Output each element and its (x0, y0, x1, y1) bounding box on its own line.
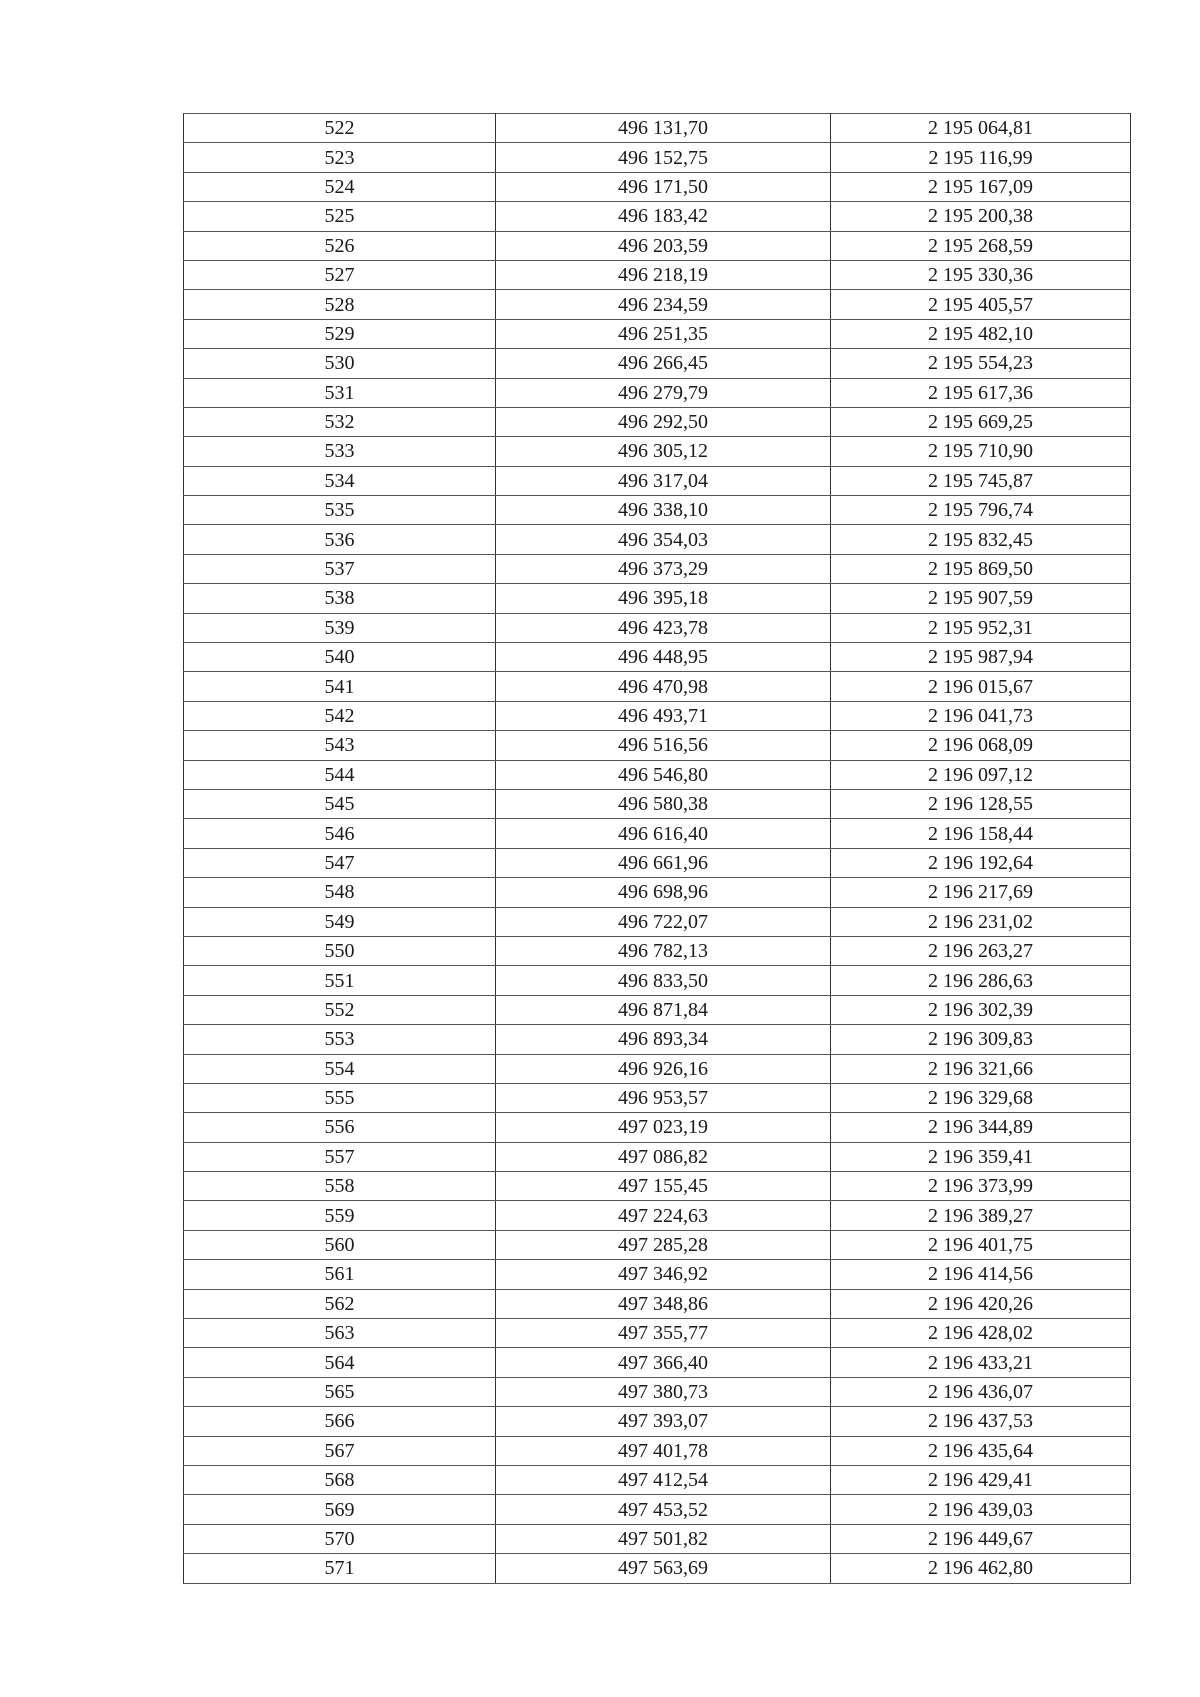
y-coordinate-cell: 2 196 436,07 (831, 1377, 1131, 1406)
point-number-cell: 553 (184, 1025, 496, 1054)
table-row (184, 1172, 1131, 1201)
x-coordinate-cell: 496 546,80 (496, 760, 831, 789)
x-coordinate-cell: 496 470,98 (496, 672, 831, 701)
point-number-cell: 533 (184, 437, 496, 466)
y-coordinate-cell: 2 195 617,36 (831, 378, 1131, 407)
y-coordinate-cell: 2 196 217,69 (831, 878, 1131, 907)
table-row (184, 613, 1131, 642)
table-row (184, 1465, 1131, 1494)
y-coordinate-cell: 2 196 389,27 (831, 1201, 1131, 1230)
table-row (184, 231, 1131, 260)
table-row (184, 966, 1131, 995)
y-coordinate-cell: 2 196 428,02 (831, 1319, 1131, 1348)
x-coordinate-cell: 496 131,70 (496, 114, 831, 143)
point-number-cell: 522 (184, 114, 496, 143)
table-row (184, 878, 1131, 907)
y-coordinate-cell: 2 196 433,21 (831, 1348, 1131, 1377)
table-row (184, 819, 1131, 848)
table-row (184, 1230, 1131, 1259)
point-number-cell: 529 (184, 319, 496, 348)
table-row (184, 1436, 1131, 1465)
point-number-cell: 561 (184, 1260, 496, 1289)
point-number-cell: 555 (184, 1083, 496, 1112)
y-coordinate-cell: 2 195 330,36 (831, 260, 1131, 289)
y-coordinate-cell: 2 196 435,64 (831, 1436, 1131, 1465)
x-coordinate-cell: 497 563,69 (496, 1554, 831, 1583)
table-row (184, 114, 1131, 143)
coordinates-table (183, 113, 1131, 1584)
x-coordinate-cell: 497 366,40 (496, 1348, 831, 1377)
x-coordinate-cell: 496 722,07 (496, 907, 831, 936)
point-number-cell: 571 (184, 1554, 496, 1583)
point-number-cell: 532 (184, 407, 496, 436)
point-number-cell: 569 (184, 1495, 496, 1524)
x-coordinate-cell: 496 266,45 (496, 349, 831, 378)
x-coordinate-cell: 496 580,38 (496, 789, 831, 818)
point-number-cell: 531 (184, 378, 496, 407)
table-row (184, 731, 1131, 760)
table-row (184, 437, 1131, 466)
x-coordinate-cell: 497 346,92 (496, 1260, 831, 1289)
x-coordinate-cell: 496 516,56 (496, 731, 831, 760)
y-coordinate-cell: 2 195 669,25 (831, 407, 1131, 436)
point-number-cell: 547 (184, 848, 496, 877)
table-row (184, 672, 1131, 701)
y-coordinate-cell: 2 196 158,44 (831, 819, 1131, 848)
point-number-cell: 527 (184, 260, 496, 289)
table-row (184, 584, 1131, 613)
table-row (184, 1289, 1131, 1318)
y-coordinate-cell: 2 196 302,39 (831, 995, 1131, 1024)
table-row (184, 349, 1131, 378)
point-number-cell: 541 (184, 672, 496, 701)
table-row (184, 643, 1131, 672)
x-coordinate-cell: 496 395,18 (496, 584, 831, 613)
table-row (184, 525, 1131, 554)
point-number-cell: 535 (184, 496, 496, 525)
point-number-cell: 562 (184, 1289, 496, 1318)
y-coordinate-cell: 2 195 952,31 (831, 613, 1131, 642)
table-row (184, 260, 1131, 289)
y-coordinate-cell: 2 196 329,68 (831, 1083, 1131, 1112)
x-coordinate-cell: 496 203,59 (496, 231, 831, 260)
point-number-cell: 559 (184, 1201, 496, 1230)
point-number-cell: 536 (184, 525, 496, 554)
table-row (184, 378, 1131, 407)
y-coordinate-cell: 2 196 015,67 (831, 672, 1131, 701)
point-number-cell: 568 (184, 1465, 496, 1494)
x-coordinate-cell: 496 423,78 (496, 613, 831, 642)
table-row (184, 848, 1131, 877)
x-coordinate-cell: 496 152,75 (496, 143, 831, 172)
y-coordinate-cell: 2 196 344,89 (831, 1113, 1131, 1142)
point-number-cell: 526 (184, 231, 496, 260)
x-coordinate-cell: 496 183,42 (496, 202, 831, 231)
x-coordinate-cell: 496 171,50 (496, 172, 831, 201)
table-row (184, 319, 1131, 348)
y-coordinate-cell: 2 195 710,90 (831, 437, 1131, 466)
point-number-cell: 540 (184, 643, 496, 672)
point-number-cell: 542 (184, 701, 496, 730)
table-row (184, 1201, 1131, 1230)
point-number-cell: 563 (184, 1319, 496, 1348)
x-coordinate-cell: 496 953,57 (496, 1083, 831, 1112)
x-coordinate-cell: 497 285,28 (496, 1230, 831, 1259)
y-coordinate-cell: 2 196 097,12 (831, 760, 1131, 789)
point-number-cell: 560 (184, 1230, 496, 1259)
point-number-cell: 545 (184, 789, 496, 818)
x-coordinate-cell: 496 926,16 (496, 1054, 831, 1083)
x-coordinate-cell: 497 380,73 (496, 1377, 831, 1406)
x-coordinate-cell: 496 338,10 (496, 496, 831, 525)
x-coordinate-cell: 497 401,78 (496, 1436, 831, 1465)
table-row (184, 1495, 1131, 1524)
point-number-cell: 552 (184, 995, 496, 1024)
x-coordinate-cell: 496 292,50 (496, 407, 831, 436)
table-row (184, 1260, 1131, 1289)
point-number-cell: 539 (184, 613, 496, 642)
y-coordinate-cell: 2 196 449,67 (831, 1524, 1131, 1553)
table-row (184, 202, 1131, 231)
x-coordinate-cell: 496 218,19 (496, 260, 831, 289)
point-number-cell: 565 (184, 1377, 496, 1406)
x-coordinate-cell: 496 616,40 (496, 819, 831, 848)
y-coordinate-cell: 2 195 554,23 (831, 349, 1131, 378)
point-number-cell: 524 (184, 172, 496, 201)
x-coordinate-cell: 497 412,54 (496, 1465, 831, 1494)
table-row (184, 760, 1131, 789)
table-row (184, 554, 1131, 583)
point-number-cell: 523 (184, 143, 496, 172)
y-coordinate-cell: 2 195 064,81 (831, 114, 1131, 143)
point-number-cell: 564 (184, 1348, 496, 1377)
x-coordinate-cell: 497 355,77 (496, 1319, 831, 1348)
table-row (184, 1054, 1131, 1083)
y-coordinate-cell: 2 196 041,73 (831, 701, 1131, 730)
y-coordinate-cell: 2 195 482,10 (831, 319, 1131, 348)
table-row (184, 1554, 1131, 1583)
x-coordinate-cell: 496 317,04 (496, 466, 831, 495)
y-coordinate-cell: 2 195 745,87 (831, 466, 1131, 495)
point-number-cell: 550 (184, 936, 496, 965)
x-coordinate-cell: 496 251,35 (496, 319, 831, 348)
y-coordinate-cell: 2 196 429,41 (831, 1465, 1131, 1494)
x-coordinate-cell: 497 155,45 (496, 1172, 831, 1201)
point-number-cell: 537 (184, 554, 496, 583)
y-coordinate-cell: 2 196 231,02 (831, 907, 1131, 936)
table-row (184, 1348, 1131, 1377)
table-row (184, 466, 1131, 495)
y-coordinate-cell: 2 196 414,56 (831, 1260, 1131, 1289)
point-number-cell: 548 (184, 878, 496, 907)
x-coordinate-cell: 497 224,63 (496, 1201, 831, 1230)
y-coordinate-cell: 2 196 462,80 (831, 1554, 1131, 1583)
y-coordinate-cell: 2 196 068,09 (831, 731, 1131, 760)
table-row (184, 789, 1131, 818)
table-row (184, 1142, 1131, 1171)
x-coordinate-cell: 496 698,96 (496, 878, 831, 907)
y-coordinate-cell: 2 196 420,26 (831, 1289, 1131, 1318)
y-coordinate-cell: 2 196 373,99 (831, 1172, 1131, 1201)
point-number-cell: 538 (184, 584, 496, 613)
x-coordinate-cell: 496 833,50 (496, 966, 831, 995)
table-row (184, 1377, 1131, 1406)
table-row (184, 407, 1131, 436)
x-coordinate-cell: 496 305,12 (496, 437, 831, 466)
point-number-cell: 567 (184, 1436, 496, 1465)
coordinates-table-body (184, 114, 1131, 1584)
y-coordinate-cell: 2 196 321,66 (831, 1054, 1131, 1083)
x-coordinate-cell: 496 279,79 (496, 378, 831, 407)
y-coordinate-cell: 2 195 987,94 (831, 643, 1131, 672)
table-row (184, 143, 1131, 172)
y-coordinate-cell: 2 196 309,83 (831, 1025, 1131, 1054)
y-coordinate-cell: 2 195 268,59 (831, 231, 1131, 260)
table-row (184, 1319, 1131, 1348)
point-number-cell: 530 (184, 349, 496, 378)
y-coordinate-cell: 2 195 832,45 (831, 525, 1131, 554)
x-coordinate-cell: 497 453,52 (496, 1495, 831, 1524)
y-coordinate-cell: 2 195 167,09 (831, 172, 1131, 201)
table-row (184, 936, 1131, 965)
table-row (184, 995, 1131, 1024)
y-coordinate-cell: 2 195 907,59 (831, 584, 1131, 613)
y-coordinate-cell: 2 196 128,55 (831, 789, 1131, 818)
y-coordinate-cell: 2 195 796,74 (831, 496, 1131, 525)
table-row (184, 1025, 1131, 1054)
y-coordinate-cell: 2 196 439,03 (831, 1495, 1131, 1524)
x-coordinate-cell: 496 871,84 (496, 995, 831, 1024)
point-number-cell: 557 (184, 1142, 496, 1171)
point-number-cell: 549 (184, 907, 496, 936)
table-row (184, 1407, 1131, 1436)
point-number-cell: 558 (184, 1172, 496, 1201)
table-row (184, 1524, 1131, 1553)
table-row (184, 907, 1131, 936)
y-coordinate-cell: 2 195 200,38 (831, 202, 1131, 231)
point-number-cell: 544 (184, 760, 496, 789)
x-coordinate-cell: 496 373,29 (496, 554, 831, 583)
x-coordinate-cell: 496 234,59 (496, 290, 831, 319)
y-coordinate-cell: 2 196 286,63 (831, 966, 1131, 995)
y-coordinate-cell: 2 195 869,50 (831, 554, 1131, 583)
x-coordinate-cell: 497 393,07 (496, 1407, 831, 1436)
table-row (184, 1083, 1131, 1112)
point-number-cell: 566 (184, 1407, 496, 1436)
x-coordinate-cell: 496 661,96 (496, 848, 831, 877)
table-row (184, 172, 1131, 201)
x-coordinate-cell: 497 348,86 (496, 1289, 831, 1318)
y-coordinate-cell: 2 195 116,99 (831, 143, 1131, 172)
x-coordinate-cell: 496 893,34 (496, 1025, 831, 1054)
point-number-cell: 543 (184, 731, 496, 760)
x-coordinate-cell: 496 354,03 (496, 525, 831, 554)
point-number-cell: 534 (184, 466, 496, 495)
y-coordinate-cell: 2 196 437,53 (831, 1407, 1131, 1436)
y-coordinate-cell: 2 196 359,41 (831, 1142, 1131, 1171)
table-row (184, 290, 1131, 319)
y-coordinate-cell: 2 196 401,75 (831, 1230, 1131, 1259)
x-coordinate-cell: 497 023,19 (496, 1113, 831, 1142)
x-coordinate-cell: 496 782,13 (496, 936, 831, 965)
x-coordinate-cell: 497 501,82 (496, 1524, 831, 1553)
y-coordinate-cell: 2 195 405,57 (831, 290, 1131, 319)
table-row (184, 1113, 1131, 1142)
point-number-cell: 551 (184, 966, 496, 995)
table-row (184, 496, 1131, 525)
table-row (184, 701, 1131, 730)
y-coordinate-cell: 2 196 192,64 (831, 848, 1131, 877)
x-coordinate-cell: 497 086,82 (496, 1142, 831, 1171)
point-number-cell: 525 (184, 202, 496, 231)
point-number-cell: 528 (184, 290, 496, 319)
x-coordinate-cell: 496 448,95 (496, 643, 831, 672)
point-number-cell: 570 (184, 1524, 496, 1553)
point-number-cell: 554 (184, 1054, 496, 1083)
x-coordinate-cell: 496 493,71 (496, 701, 831, 730)
y-coordinate-cell: 2 196 263,27 (831, 936, 1131, 965)
point-number-cell: 546 (184, 819, 496, 848)
point-number-cell: 556 (184, 1113, 496, 1142)
